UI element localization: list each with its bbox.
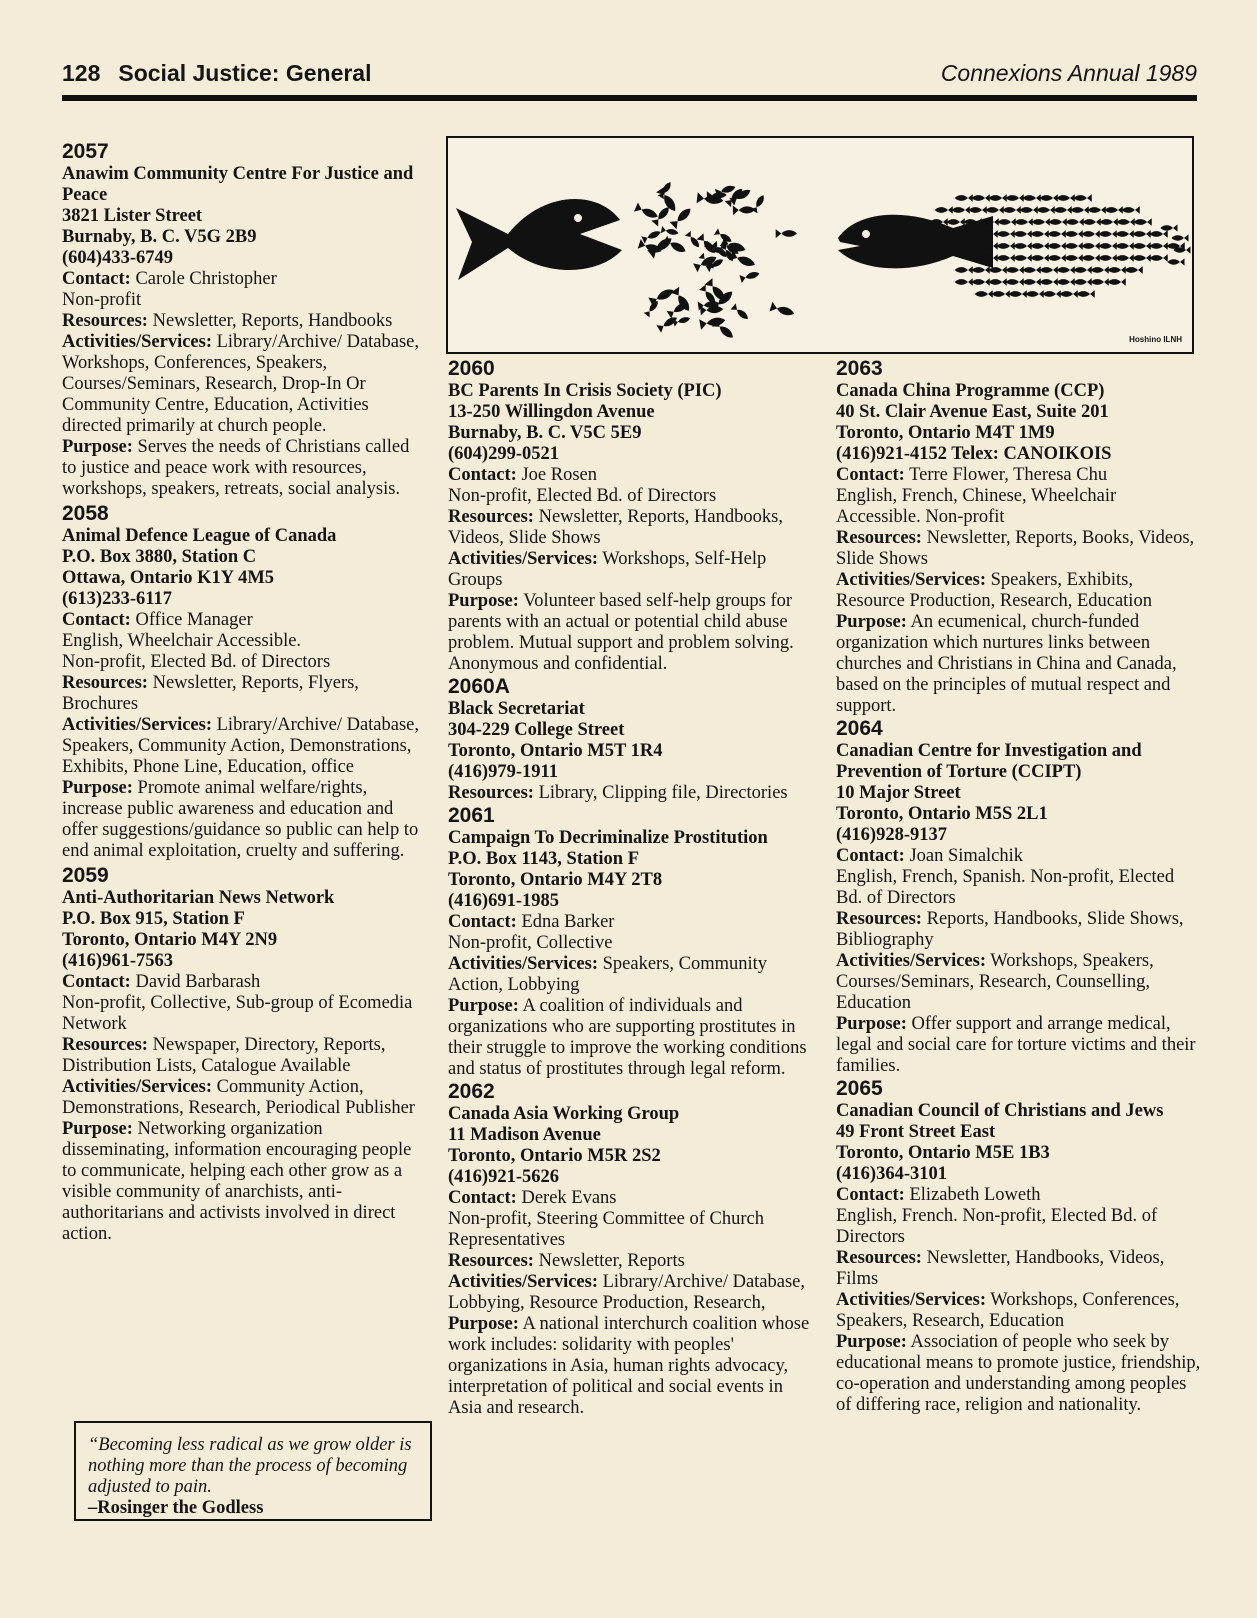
purpose-line: Purpose: Offer support and arrange medical, legal and social care for torture victims and their families. — [836, 1014, 1196, 1076]
purpose-line: Purpose: Serves the needs of Christians called to justice and peace work with resources, workshops, speakers, retreats, social analysis. — [62, 437, 410, 499]
phone-number: (613)233-6117 — [62, 589, 172, 609]
contact-line: Contact: Office Manager — [62, 610, 253, 630]
phone-number: (416)921-5626 — [448, 1167, 559, 1187]
details-line: English, French, Chinese, Wheelchair Accessible. Non-profit — [836, 486, 1117, 527]
fleeing-small-fish — [634, 180, 797, 341]
address-line: 11 Madison Avenue — [448, 1125, 601, 1145]
activities-line: Activities/Services: Speakers, Community Action, Lobbying — [448, 954, 768, 995]
details-line: Non-profit, Collective, Sub-group of Ecomedia Network — [62, 993, 413, 1034]
phone-number: (416)364-3101 — [836, 1164, 947, 1184]
contact-name: Office Manager — [135, 610, 253, 630]
section-title: Social Justice: General — [118, 60, 372, 86]
contact-name: Derek Evans — [521, 1188, 617, 1208]
resources-line: Resources: Newsletter, Reports, Flyers, Brochures — [62, 673, 359, 714]
address-line: P.O. Box 915, Station F — [62, 909, 245, 929]
organization-name: Animal Defence League of Canada — [62, 526, 337, 546]
contact-name: David Barbarash — [135, 972, 261, 992]
phone-number: (604)299-0521 — [448, 444, 559, 464]
contact-line: Contact: Carole Christopher — [62, 269, 277, 289]
resources-line: Resources: Newsletter, Reports, Handbooks — [62, 311, 393, 331]
organization-name: Canada Asia Working Group — [448, 1104, 680, 1124]
entry-2065 — [836, 1077, 1201, 1416]
entry-2062 — [448, 1080, 818, 1419]
address-line: 304-229 College Street — [448, 720, 625, 740]
entry-2060A — [448, 675, 818, 804]
quote-box — [74, 1421, 432, 1521]
resources-line: Resources: Newsletter, Reports — [448, 1251, 685, 1271]
activities-line: Activities/Services: Library/Archive/ Database, Lobbying, Resource Production, Research, — [448, 1272, 806, 1313]
contact-line: Contact: Edna Barker — [448, 912, 615, 932]
activities-line: Activities/Services: Workshops, Conferences, Speakers, Research, Education — [836, 1290, 1180, 1331]
organization-name: Campaign To Decriminalize Prostitution — [448, 828, 768, 848]
details-line: Non-profit, Elected Bd. of Directors — [62, 652, 331, 672]
address-line: Toronto, Ontario M5T 1R4 — [448, 741, 663, 761]
organization-name: Anti-Authoritarian News Network — [62, 888, 335, 908]
header-left — [62, 60, 372, 87]
activities-line: Activities/Services: Library/Archive/ Database, Speakers, Community Action, Demonstrations, Exhibits, Phone Line, Education, office — [62, 715, 420, 777]
organization-name: Canadian Council of Christians and Jews — [836, 1101, 1164, 1121]
entry-number: 2058 — [62, 502, 109, 525]
contact-name: Elizabeth Loweth — [909, 1185, 1041, 1205]
resources-line: Resources: Reports, Handbooks, Slide Shows, Bibliography — [836, 909, 1184, 950]
address-line: Toronto, Ontario M4Y 2T8 — [448, 870, 663, 890]
address-line: 3821 Lister Street — [62, 206, 203, 226]
phone-number: (416)979-1911 — [448, 762, 558, 782]
entry-2059 — [62, 864, 422, 1245]
entry-number: 2060 — [448, 357, 495, 380]
publication-title: Connexions Annual 1989 — [940, 60, 1197, 86]
activities-line: Activities/Services: Workshops, Self-Help Groups — [448, 549, 767, 590]
address-line: 40 St. Clair Avenue East, Suite 201 — [836, 402, 1109, 422]
entry-2060 — [448, 357, 818, 675]
contact-line: Contact: David Barbarash — [62, 972, 261, 992]
organization-name: Canada China Programme (CCP) — [836, 381, 1105, 401]
fish-illustration — [446, 136, 1194, 354]
entry-number: 2059 — [62, 864, 109, 887]
activities-line: Activities/Services: Speakers, Exhibits, Resource Production, Research, Education — [836, 570, 1152, 611]
entry-2057 — [62, 140, 422, 500]
resources-line: Resources: Newsletter, Reports, Books, Videos, Slide Shows — [836, 528, 1195, 569]
contact-name: Joe Rosen — [521, 465, 598, 485]
entry-number: 2062 — [448, 1080, 495, 1103]
purpose-line: Purpose: A coalition of individuals and organizations who are supporting prostitutes in their struggle to improve the working conditions and status of prostitutes through legal reform. — [448, 996, 807, 1079]
phone-number: (416)921-4152 Telex: CANOIKOIS — [836, 444, 1112, 464]
entry-number: 2065 — [836, 1077, 883, 1100]
page-header — [62, 60, 1197, 94]
contact-line: Contact: Derek Evans — [448, 1188, 617, 1208]
entry-number: 2060A — [448, 675, 510, 698]
organization-name: Canadian Centre for Investigation and Prevention of Torture (CCIPT) — [836, 741, 1142, 782]
address-line: Ottawa, Ontario K1Y 4M5 — [62, 568, 275, 588]
contact-line: Contact: Terre Flower, Theresa Chu — [836, 465, 1108, 485]
address-line: Toronto, Ontario M4T 1M9 — [836, 423, 1055, 443]
details-line: English, French. Non-profit, Elected Bd. of Directors — [836, 1206, 1158, 1247]
address-line: P.O. Box 3880, Station C — [62, 547, 257, 567]
phone-number: (604)433-6749 — [62, 248, 173, 268]
purpose-line: Purpose: An ecumenical, church-funded organization which nurtures links between churches and Christians in China and Canada, based on the principles of mutual respect and support. — [836, 612, 1177, 716]
details-line: Non-profit, Steering Committee of Church Representatives — [448, 1209, 764, 1250]
organization-name: Anawim Community Centre For Justice and Peace — [62, 164, 414, 205]
address-line: Burnaby, B. C. V5G 2B9 — [62, 227, 257, 247]
address-line: Toronto, Ontario M5R 2S2 — [448, 1146, 661, 1166]
column-right — [836, 357, 1201, 1416]
contact-line: Contact: Joan Simalchik — [836, 846, 1024, 866]
column-middle — [448, 357, 818, 1419]
organization-name: Black Secretariat — [448, 699, 585, 719]
entry-2064 — [836, 717, 1201, 1077]
contact-name: Edna Barker — [521, 912, 615, 932]
purpose-line: Purpose: Networking organization disseminating, information encouraging people to communicate, helping each other grow as a visible community of anarchists, anti-authoritarians and activists involved in direct action. — [62, 1119, 412, 1244]
details-line: English, French, Spanish. Non-profit, Elected Bd. of Directors — [836, 867, 1175, 908]
address-line: Toronto, Ontario M5E 1B3 — [836, 1143, 1050, 1163]
purpose-line: Purpose: A national interchurch coalition whose work includes: solidarity with peoples' organizations in Asia, human rights advocacy, interpretation of political and social events in Asia and research. — [448, 1314, 810, 1418]
activities-line: Activities/Services: Workshops, Speakers, Courses/Seminars, Research, Counselling, Education — [836, 951, 1154, 1013]
contact-name: Carole Christopher — [135, 269, 277, 289]
address-line: 10 Major Street — [836, 783, 961, 803]
entry-number: 2064 — [836, 717, 883, 740]
details-line: Non-profit — [62, 290, 142, 310]
purpose-line: Purpose: Promote animal welfare/rights, increase public awareness and education and offer suggestions/guidance so public can help to end animal exploitation, cruelty and suffering. — [62, 778, 419, 861]
address-line: Burnaby, B. C. V5C 5E9 — [448, 423, 642, 443]
page-number: 128 — [62, 60, 101, 86]
organization-name: BC Parents In Crisis Society (PIC) — [448, 381, 722, 401]
big-fish-left — [456, 199, 622, 280]
activities-line: Activities/Services: Library/Archive/ Database, Workshops, Conferences, Speakers, Courses/Seminars, Research, Drop-In Or Community Centre, Education, Activities directed primarily at church people. — [62, 332, 420, 436]
resources-line: Resources: Newsletter, Reports, Handbooks, Videos, Slide Shows — [448, 507, 783, 548]
purpose-line: Purpose: Association of people who seek by educational means to promote justice, friendship, co-operation and understanding among peoples of differing race, religion and nationality. — [836, 1332, 1201, 1415]
entry-number: 2063 — [836, 357, 883, 380]
artist-signature: Hoshino ILNH — [1129, 335, 1182, 344]
entry-number: 2057 — [62, 140, 109, 163]
contact-line: Contact: Elizabeth Loweth — [836, 1185, 1041, 1205]
address-line: Toronto, Ontario M4Y 2N9 — [62, 930, 278, 950]
entry-number: 2061 — [448, 804, 495, 827]
header-rule — [62, 95, 1197, 101]
phone-number: (416)691-1985 — [448, 891, 559, 911]
entry-2063 — [836, 357, 1201, 717]
address-line: 49 Front Street East — [836, 1122, 996, 1142]
details-line: Non-profit, Collective — [448, 933, 613, 953]
details-line: English, Wheelchair Accessible. — [62, 631, 302, 651]
contact-line: Contact: Joe Rosen — [448, 465, 598, 485]
details-line: Non-profit, Elected Bd. of Directors — [448, 486, 717, 506]
resources-line: Resources: Newspaper, Directory, Reports, Distribution Lists, Catalogue Available — [62, 1035, 386, 1076]
address-line: 13-250 Willingdon Avenue — [448, 402, 655, 422]
column-left — [62, 140, 422, 1247]
entry-2058 — [62, 502, 422, 862]
entry-2061 — [448, 804, 818, 1080]
quote-attribution: –Rosinger the Godless — [88, 1498, 264, 1518]
resources-line: Resources: Newsletter, Handbooks, Videos, Films — [836, 1248, 1165, 1289]
phone-number: (416)928-9137 — [836, 825, 947, 845]
big-fish-small-fish-icon — [448, 138, 1192, 352]
address-line: Toronto, Ontario M5S 2L1 — [836, 804, 1048, 824]
contact-name: Joan Simalchik — [909, 846, 1024, 866]
address-line: P.O. Box 1143, Station F — [448, 849, 640, 869]
resources-line: Resources: Library, Clipping file, Directories — [448, 783, 788, 803]
phone-number: (416)961-7563 — [62, 951, 173, 971]
purpose-line: Purpose: Volunteer based self-help groups for parents with an actual or potential child abuse problem. Mutual support and problem solving. Anonymous and confidential. — [448, 591, 794, 674]
quote-text: “Becoming less radical as we grow older is nothing more than the process of becoming adjusted to pain. — [88, 1435, 412, 1497]
activities-line: Activities/Services: Community Action, Demonstrations, Research, Periodical Publisher — [62, 1077, 415, 1118]
contact-name: Terre Flower, Theresa Chu — [909, 465, 1108, 485]
